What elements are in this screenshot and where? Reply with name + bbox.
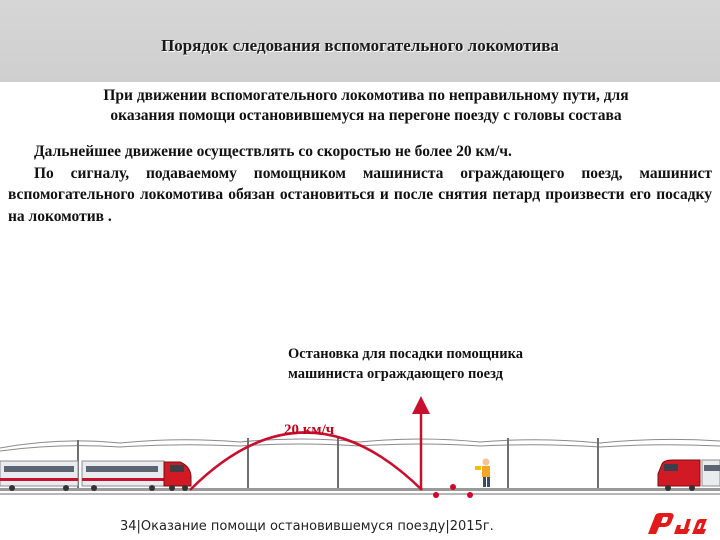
stop-label-line-2: машиниста ограждающего поезд — [288, 366, 503, 382]
stop-label — [288, 344, 618, 384]
rzd-logo-icon — [646, 510, 710, 536]
assistant-driver-figure — [475, 459, 490, 488]
rail-track — [0, 488, 720, 495]
stop-label-line-1: Остановка для посадки помощника — [288, 346, 524, 362]
slide-title: Порядок следования вспомогательного локомотива — [161, 36, 559, 55]
petard-marker — [450, 484, 456, 490]
subtitle-line-1: При движении вспомогательного локомотива по неправильному пути, для — [103, 87, 629, 104]
petard-marker — [433, 492, 439, 498]
speed-label: 20 км/ч — [284, 422, 335, 438]
stopped-train — [0, 461, 191, 491]
subtitle-line-2: оказания помощи остановившемуся на перегоне поезду с головы состава — [110, 107, 622, 124]
stop-arrow — [412, 396, 430, 490]
paragraph-speed: Дальнейшее движение осуществлять со скоростью не более 20 км/ч. — [34, 143, 512, 160]
petard-marker — [467, 492, 473, 498]
footer-text: 34|Оказание помощи остановившемуся поезду|2015г. — [120, 519, 494, 534]
paragraph-procedure: По сигналу, подаваемому помощником машиниста ограждающего поезд, машинист вспомогательного локомотива обязан остановиться и после снятия петард произвести его посадку на локомотив . — [8, 164, 712, 225]
helper-locomotive — [658, 460, 720, 491]
